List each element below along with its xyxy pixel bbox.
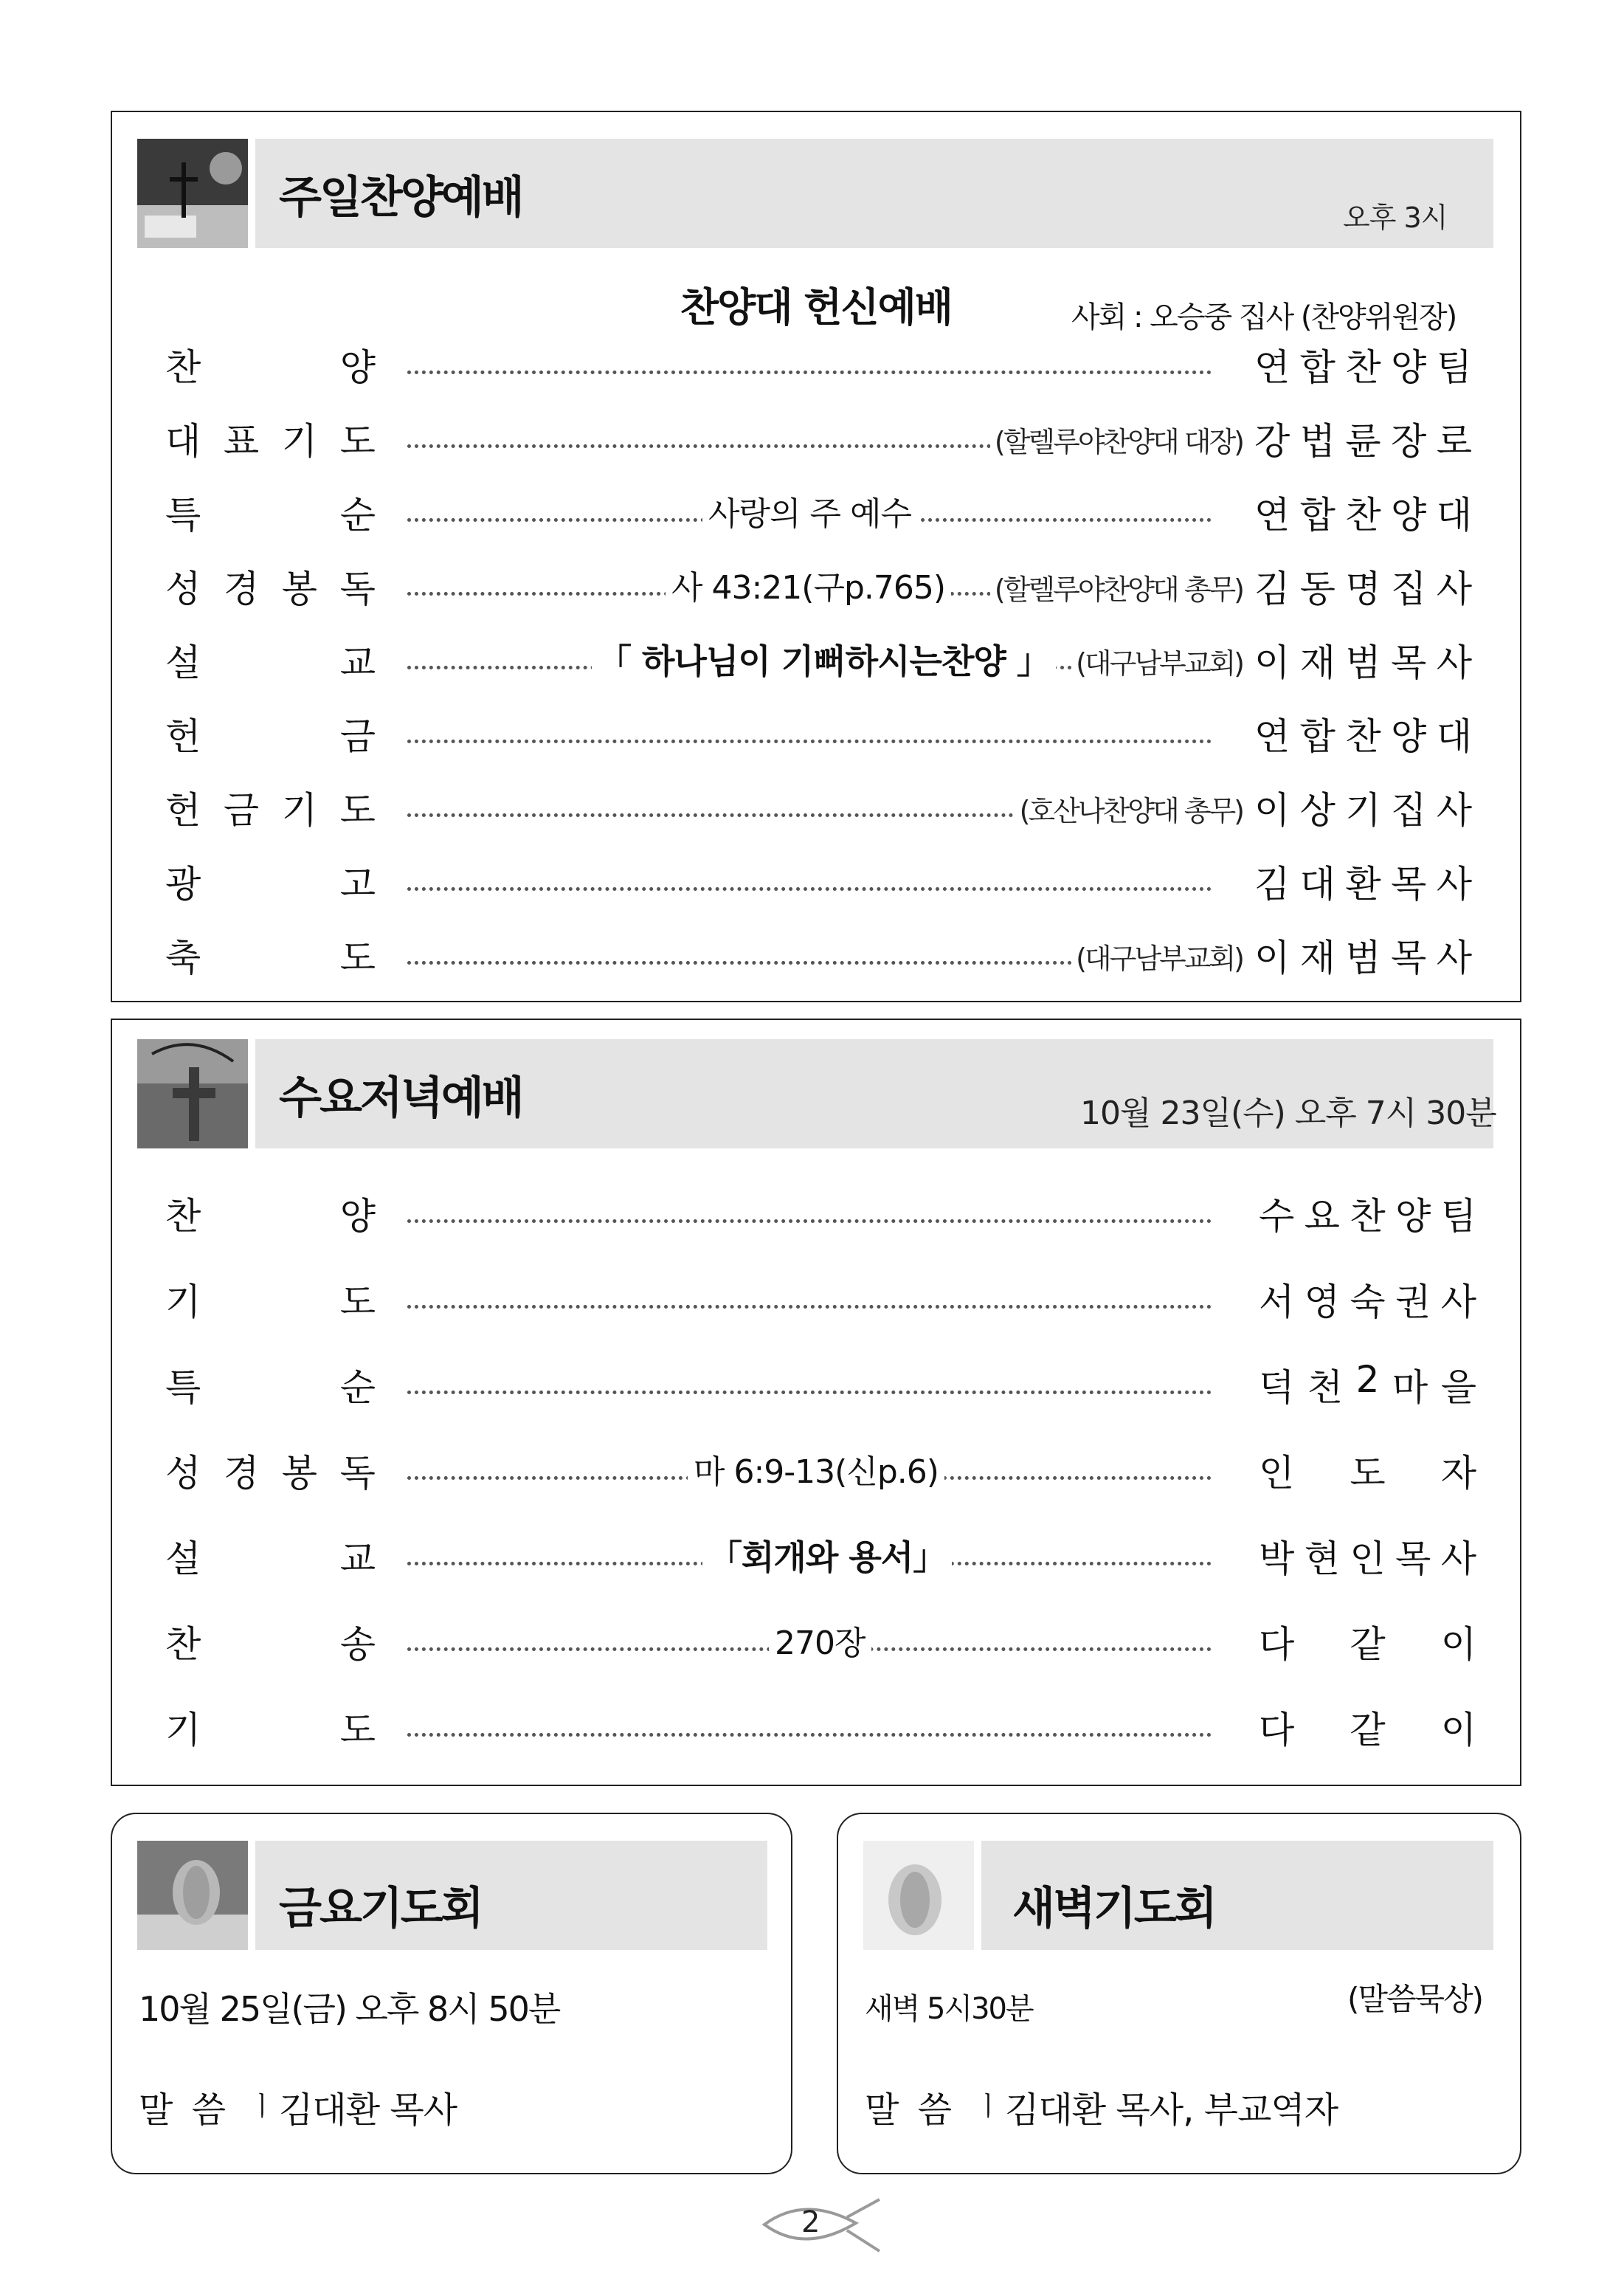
char: 같 xyxy=(1350,1623,1386,1666)
service-time: 10월 25일(금) 오후 8시 50분 xyxy=(139,1989,560,2029)
char: 이 xyxy=(1440,1623,1476,1666)
row-label xyxy=(165,1272,376,1326)
char: 사 xyxy=(1440,1537,1476,1580)
program-row xyxy=(112,781,1520,833)
program-row xyxy=(112,1529,1520,1581)
char: 연 xyxy=(1254,346,1290,389)
row-label xyxy=(165,633,376,686)
char: 덕 xyxy=(1259,1366,1295,1409)
char: 사 xyxy=(1436,568,1472,610)
char: 영 xyxy=(1304,1281,1340,1323)
sunday-service-box xyxy=(111,111,1521,1002)
row-person xyxy=(1254,338,1472,391)
char: 권 xyxy=(1395,1281,1431,1323)
row-detail: 「회개와 용서」 xyxy=(702,1531,952,1579)
row-role-note: (대구남부교회) xyxy=(1071,641,1243,681)
char: 금 xyxy=(339,715,376,758)
cross-candle-image xyxy=(137,139,248,248)
char: 목 xyxy=(1391,863,1427,906)
service-time: 10월 23일(수) 오후 7시 30분 xyxy=(1080,1095,1496,1132)
dotted-leader xyxy=(407,1219,1212,1223)
char: 로 xyxy=(1436,420,1472,463)
char: 김 xyxy=(1254,568,1290,610)
dotted-leader xyxy=(407,1733,1212,1737)
char: 설 xyxy=(165,641,201,684)
char: 순 xyxy=(339,494,376,537)
char: 사 xyxy=(1436,641,1472,684)
section-title: 주일찬양예배 xyxy=(279,172,522,224)
page-number: 2 xyxy=(801,2205,820,2239)
row-person xyxy=(1259,1358,1476,1411)
char: 륜 xyxy=(1345,420,1381,463)
row-role-note: (할렐루야찬양대 총무) xyxy=(990,567,1243,607)
char: 연 xyxy=(1254,715,1290,758)
row-person xyxy=(1259,1272,1476,1326)
char: 도 xyxy=(339,937,376,979)
char: 고 xyxy=(339,863,376,906)
char: 축 xyxy=(165,937,201,979)
row-label xyxy=(165,1529,376,1582)
program-row xyxy=(112,855,1520,906)
char: 이 xyxy=(1440,1709,1476,1751)
char: 동 xyxy=(1299,568,1336,610)
rosary-cross-image xyxy=(137,1039,248,1148)
char: 범 xyxy=(1345,937,1381,979)
char: 대 xyxy=(1299,863,1336,906)
program-row xyxy=(112,338,1520,390)
char: 봉 xyxy=(281,1452,318,1495)
row-detail: 270장 xyxy=(769,1616,871,1664)
dotted-leader xyxy=(407,371,1212,374)
char: 경 xyxy=(223,568,260,610)
row-person xyxy=(1254,412,1472,465)
sermon-separator: ㅣ xyxy=(975,2092,1001,2122)
row-detail: 「 하나님이 기뻐하시는찬양 」 xyxy=(592,635,1056,683)
char: 이 xyxy=(1254,937,1290,979)
row-person xyxy=(1254,707,1472,760)
char: 기 xyxy=(1345,789,1381,832)
char: 강 xyxy=(1254,420,1290,463)
char: 2 xyxy=(1355,1358,1380,1401)
char: 환 xyxy=(1345,863,1381,906)
row-person xyxy=(1254,855,1472,908)
char: 양 xyxy=(1391,494,1427,537)
char: 양 xyxy=(339,346,376,389)
service-time: 새벽 5시30분 xyxy=(865,1992,1033,2026)
char: 경 xyxy=(223,1452,260,1495)
char: 성 xyxy=(165,568,201,610)
char: 설 xyxy=(165,1537,201,1580)
char: 인 xyxy=(1259,1452,1295,1495)
dotted-leader xyxy=(407,1391,1212,1394)
dotted-leader xyxy=(407,1305,1212,1309)
row-person xyxy=(1259,1529,1476,1582)
row-role-note: (할렐루야찬양대 대장) xyxy=(990,419,1243,460)
row-role-note: (대구남부교회) xyxy=(1071,936,1243,976)
char: 헌 xyxy=(165,715,201,758)
row-person xyxy=(1259,1444,1476,1497)
char: 도 xyxy=(339,789,376,832)
program-row xyxy=(112,928,1520,980)
char: 도 xyxy=(339,420,376,463)
row-person xyxy=(1254,559,1472,613)
row-person xyxy=(1254,781,1472,834)
program-row xyxy=(112,412,1520,464)
row-person xyxy=(1254,633,1472,686)
row-label xyxy=(165,338,376,391)
row-label xyxy=(165,1187,376,1240)
char: 기 xyxy=(165,1281,201,1323)
char: 집 xyxy=(1391,568,1427,610)
dotted-leader xyxy=(407,887,1212,891)
program-row xyxy=(112,1358,1520,1410)
row-detail: 사랑의 주 예수 xyxy=(702,487,917,534)
char: 명 xyxy=(1345,568,1381,610)
char: 찬 xyxy=(1345,715,1381,758)
program-row xyxy=(112,559,1520,611)
row-label xyxy=(165,486,376,539)
char: 자 xyxy=(1440,1452,1476,1495)
wednesday-service-box xyxy=(111,1019,1521,1786)
row-label xyxy=(165,559,376,613)
char: 사 xyxy=(1436,937,1472,979)
row-label xyxy=(165,1358,376,1411)
row-detail: 마 6:9-13(신p.6) xyxy=(688,1445,944,1492)
char: 마 xyxy=(1392,1366,1428,1409)
program-row xyxy=(112,633,1520,685)
char: 목 xyxy=(1395,1537,1431,1580)
char: 찬 xyxy=(165,346,201,389)
char: 목 xyxy=(1391,937,1427,979)
char: 재 xyxy=(1299,937,1336,979)
char: 사 xyxy=(1436,789,1472,832)
char: 서 xyxy=(1259,1281,1295,1323)
row-person xyxy=(1254,486,1472,539)
row-label xyxy=(165,928,376,982)
char: 표 xyxy=(223,420,260,463)
char: 다 xyxy=(1259,1709,1295,1751)
program-row xyxy=(112,1187,1520,1238)
row-person xyxy=(1259,1615,1476,1668)
char: 교 xyxy=(339,641,376,684)
char: 양 xyxy=(1391,715,1427,758)
row-person xyxy=(1254,928,1472,982)
row-label xyxy=(165,1444,376,1497)
char: 도 xyxy=(339,1709,376,1751)
section-title: 새벽기도회 xyxy=(1012,1883,1215,1934)
char: 수 xyxy=(1259,1195,1295,1238)
dawn-prayer-box xyxy=(837,1813,1521,2174)
program-row xyxy=(112,486,1520,537)
char: 송 xyxy=(339,1623,376,1666)
row-person xyxy=(1259,1187,1476,1240)
char: 김 xyxy=(1254,863,1290,906)
char: 합 xyxy=(1299,494,1336,537)
char: 찬 xyxy=(1345,494,1381,537)
char: 교 xyxy=(339,1537,376,1580)
sermon-separator: ㅣ xyxy=(249,2092,275,2122)
char: 성 xyxy=(165,1452,201,1495)
char: 이 xyxy=(1254,789,1290,832)
dotted-leader xyxy=(407,740,1212,743)
char: 독 xyxy=(339,568,376,610)
row-detail: 사 43:21(구p.765) xyxy=(666,561,951,608)
char: 같 xyxy=(1350,1709,1386,1751)
char: 집 xyxy=(1391,789,1427,832)
page-number-fish xyxy=(760,2194,885,2256)
sermon-speaker: 김대환 목사 xyxy=(279,2089,457,2131)
char: 목 xyxy=(1391,641,1427,684)
char: 광 xyxy=(165,863,201,906)
service-time: 오후 3시 xyxy=(1343,201,1448,234)
char: 도 xyxy=(339,1281,376,1323)
char: 봉 xyxy=(281,568,318,610)
row-label xyxy=(165,1615,376,1668)
char: 법 xyxy=(1299,420,1336,463)
char: 특 xyxy=(165,494,201,537)
char: 요 xyxy=(1304,1195,1340,1238)
char: 범 xyxy=(1345,641,1381,684)
row-role-note: (호산나찬양대 총무) xyxy=(1015,788,1243,829)
char: 다 xyxy=(1259,1623,1295,1666)
char: 사 xyxy=(1440,1281,1476,1323)
char: 합 xyxy=(1299,715,1336,758)
char: 사 xyxy=(1436,863,1472,906)
char: 팀 xyxy=(1440,1195,1476,1238)
char: 찬 xyxy=(165,1623,201,1666)
char: 숙 xyxy=(1350,1281,1386,1323)
service-note: (말씀묵상) xyxy=(1347,1981,1483,2017)
char: 도 xyxy=(1350,1452,1386,1495)
sermon-label: 말 씀 xyxy=(139,2089,226,2131)
char: 기 xyxy=(281,789,318,832)
row-label xyxy=(165,855,376,908)
char: 특 xyxy=(165,1366,201,1409)
char: 독 xyxy=(339,1452,376,1495)
program-row xyxy=(112,1444,1520,1495)
char: 양 xyxy=(1395,1195,1431,1238)
char: 상 xyxy=(1299,789,1336,832)
praying-hands-image xyxy=(863,1841,974,1950)
char: 기 xyxy=(281,420,318,463)
char: 양 xyxy=(339,1195,376,1238)
char: 합 xyxy=(1299,346,1336,389)
char: 찬 xyxy=(165,1195,201,1238)
char: 장 xyxy=(1391,420,1427,463)
program-row xyxy=(112,1701,1520,1752)
friday-prayer-box xyxy=(111,1813,792,2174)
char: 순 xyxy=(339,1366,376,1409)
section-title: 금요기도회 xyxy=(279,1883,482,1934)
char: 재 xyxy=(1299,641,1336,684)
program-row xyxy=(112,1272,1520,1324)
char: 대 xyxy=(165,420,201,463)
section-title: 수요저녁예배 xyxy=(279,1072,522,1124)
char: 현 xyxy=(1304,1537,1340,1580)
row-label xyxy=(165,781,376,834)
row-person xyxy=(1259,1701,1476,1754)
char: 금 xyxy=(223,789,260,832)
char: 양 xyxy=(1391,346,1427,389)
program-subtitle: 찬양대 헌신예배 xyxy=(680,284,952,331)
sermon-label: 말 씀 xyxy=(865,2089,952,2131)
row-label xyxy=(165,1701,376,1754)
service-leader: 사회 : 오승중 집사 (찬양위원장) xyxy=(1071,300,1457,334)
praying-hands-image xyxy=(137,1841,248,1950)
char: 대 xyxy=(1436,494,1472,537)
char: 천 xyxy=(1307,1366,1344,1409)
char: 연 xyxy=(1254,494,1290,537)
sermon-speaker: 김대환 목사, 부교역자 xyxy=(1005,2089,1338,2131)
char: 기 xyxy=(165,1709,201,1751)
char: 이 xyxy=(1254,641,1290,684)
program-row xyxy=(112,707,1520,759)
char: 인 xyxy=(1350,1537,1386,1580)
char: 헌 xyxy=(165,789,201,832)
char: 팀 xyxy=(1436,346,1472,389)
char: 대 xyxy=(1436,715,1472,758)
row-label xyxy=(165,412,376,465)
char: 찬 xyxy=(1350,1195,1386,1238)
char: 찬 xyxy=(1345,346,1381,389)
program-row xyxy=(112,1615,1520,1667)
row-label xyxy=(165,707,376,760)
char: 박 xyxy=(1259,1537,1295,1580)
char: 을 xyxy=(1440,1366,1476,1409)
